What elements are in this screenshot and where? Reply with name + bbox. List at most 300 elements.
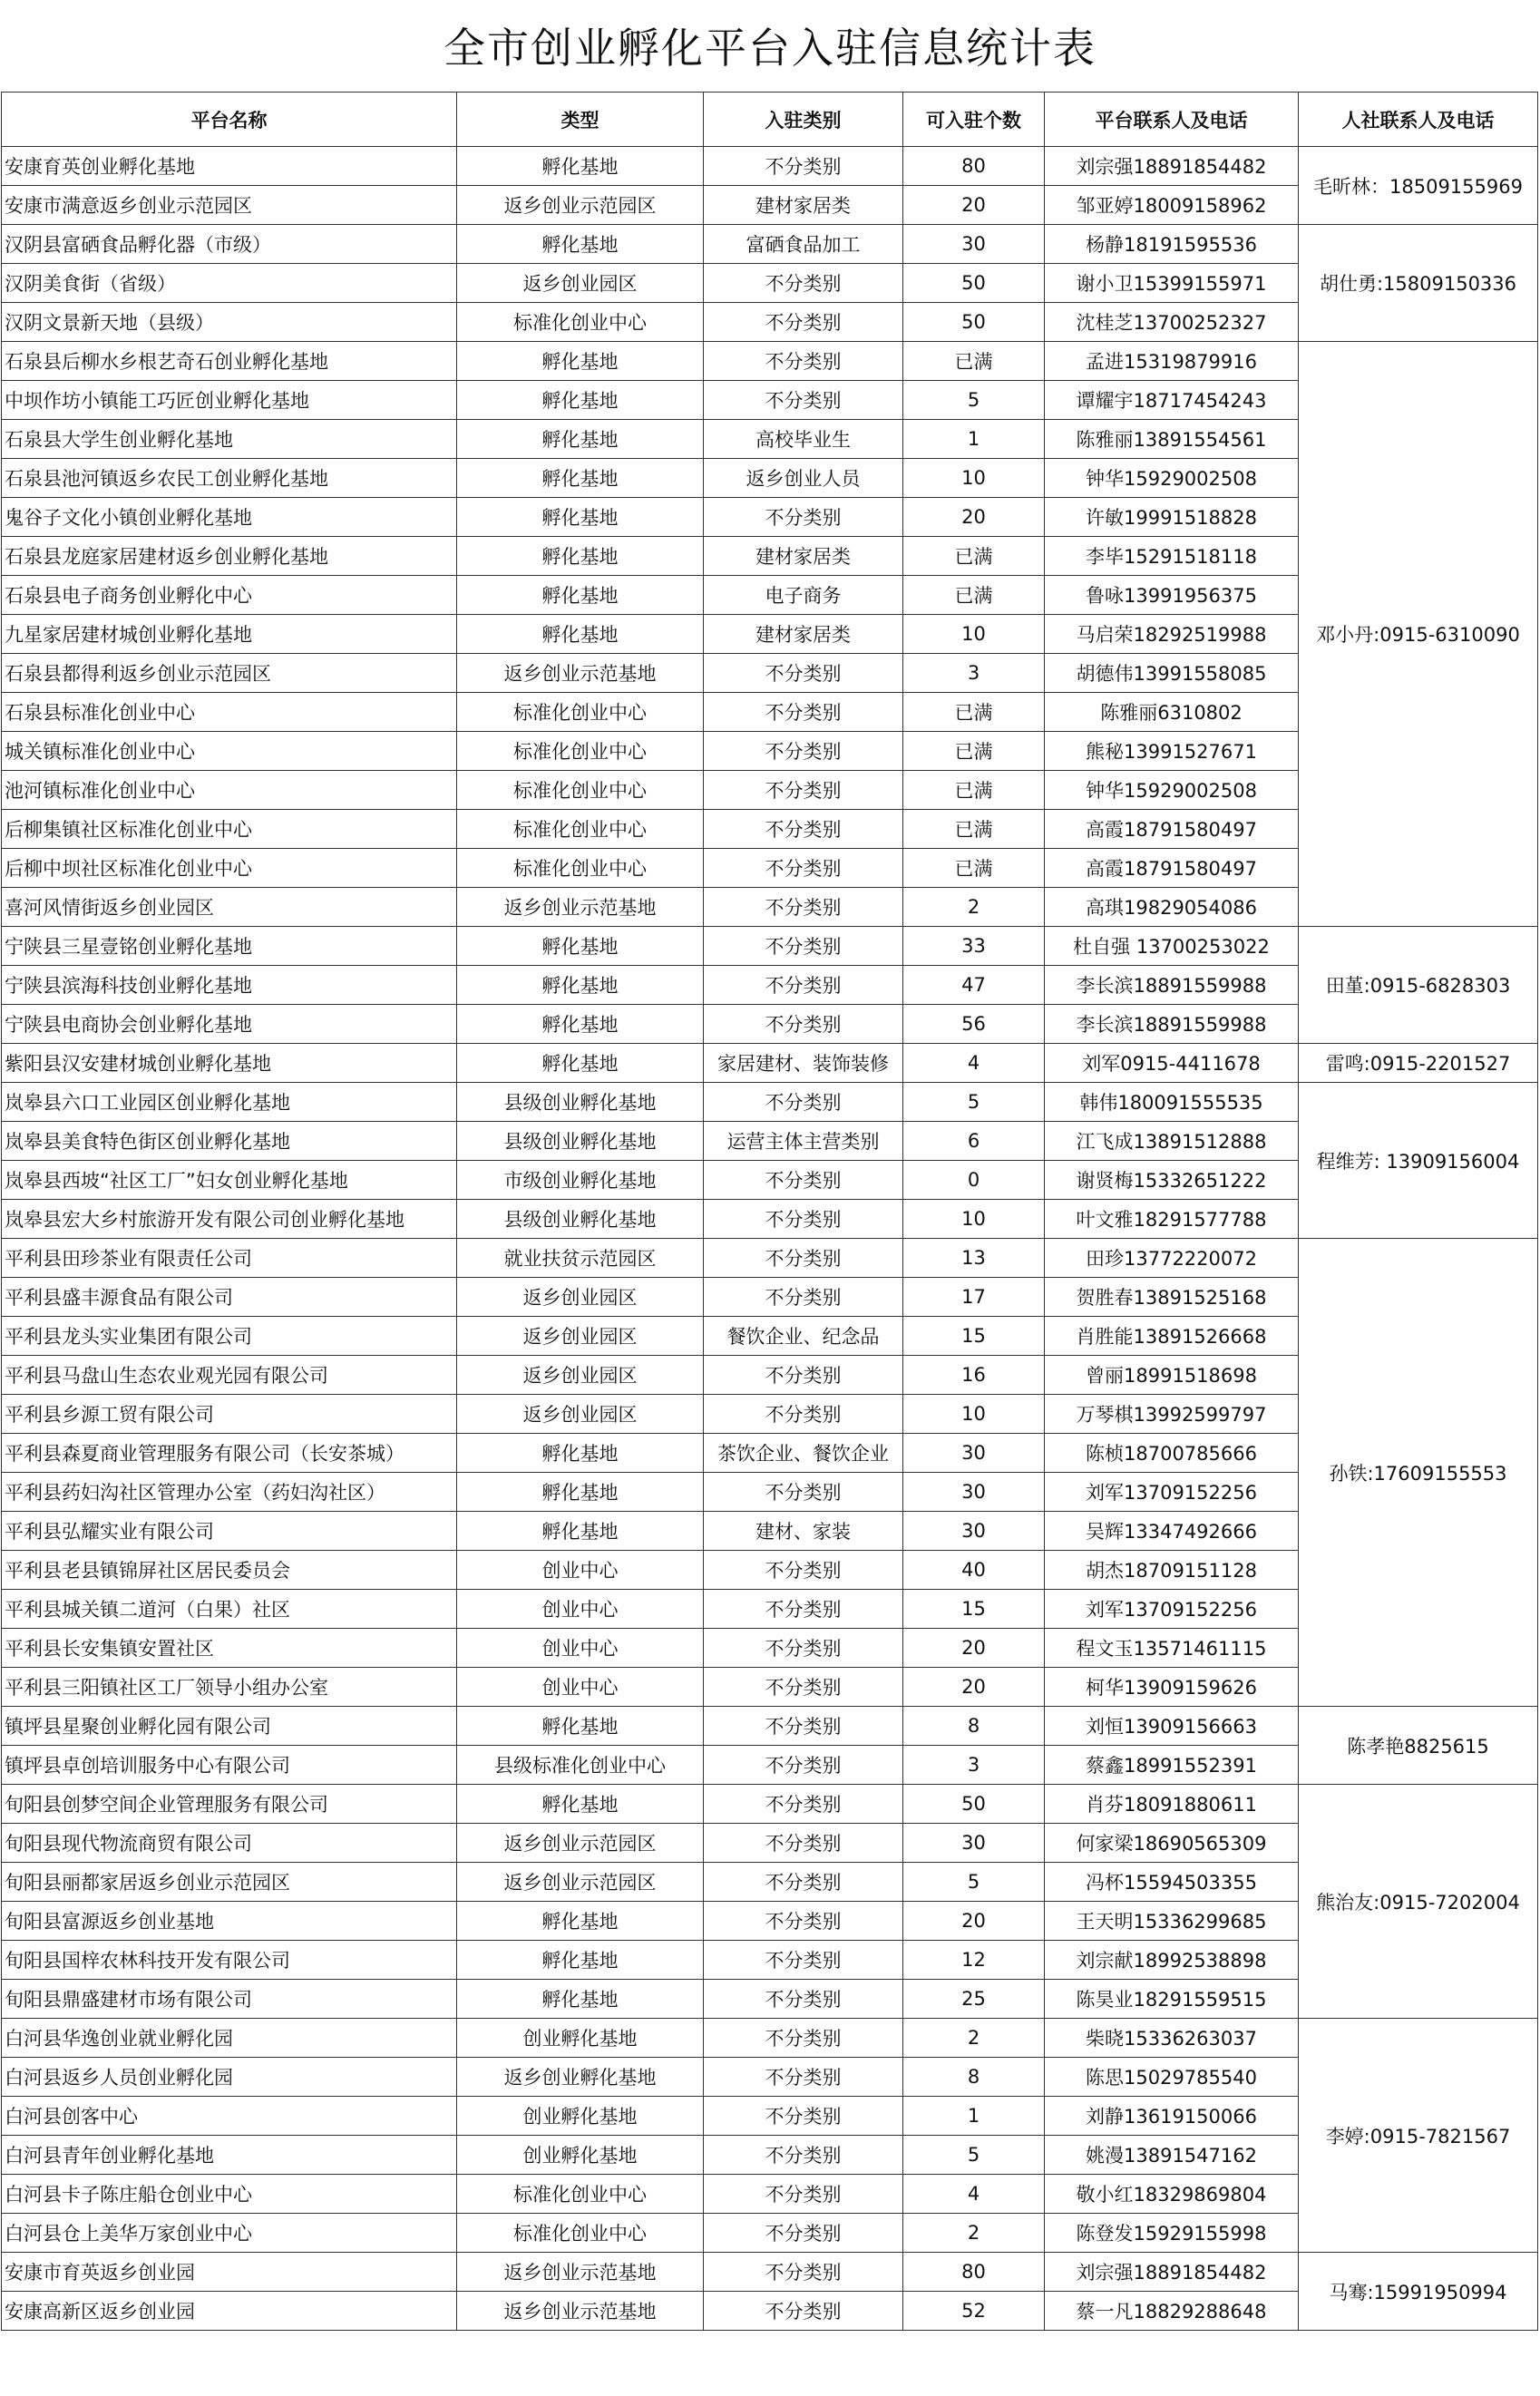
category-cell: 不分类别: [704, 693, 903, 732]
capacity-cell: 20: [903, 1668, 1045, 1707]
category-cell: 不分类别: [704, 1278, 903, 1317]
table-body: [2, 147, 1538, 2331]
platform-contact-cell: 柴晓15336263037: [1045, 2019, 1299, 2058]
platform-name-cell: 岚皋县美食特色街区创业孵化基地: [2, 1122, 457, 1161]
platform-contact-cell: 胡杰18709151128: [1045, 1551, 1299, 1590]
hr-contact-cell: 程维芳: 13909156004: [1299, 1083, 1538, 1239]
platform-name-cell: 汉阴文景新天地（县级）: [2, 303, 457, 342]
platform-name-cell: 中坝作坊小镇能工巧匠创业孵化基地: [2, 381, 457, 420]
platform-contact-cell: 谢贤梅15332651222: [1045, 1161, 1299, 1200]
platform-name-cell: 城关镇标准化创业中心: [2, 732, 457, 771]
type-cell: 孵化基地: [457, 459, 704, 498]
hr-contact-cell: 雷鸣:0915-2201527: [1299, 1044, 1538, 1083]
category-cell: 返乡创业人员: [704, 459, 903, 498]
capacity-cell: 10: [903, 615, 1045, 654]
platform-name-cell: 石泉县池河镇返乡农民工创业孵化基地: [2, 459, 457, 498]
hr-contact-cell: 李婷:0915-7821567: [1299, 2019, 1538, 2253]
header-capacity: 可入驻个数: [903, 93, 1045, 147]
platform-contact-cell: 刘军13709152256: [1045, 1590, 1299, 1629]
type-cell: 孵化基地: [457, 1902, 704, 1941]
platform-name-cell: 喜河风情街返乡创业园区: [2, 888, 457, 927]
platform-contact-cell: 肖芬18091880611: [1045, 1785, 1299, 1824]
platform-name-cell: 石泉县大学生创业孵化基地: [2, 420, 457, 459]
header-hr-contact: 人社联系人及电话: [1299, 93, 1538, 147]
type-cell: 创业中心: [457, 1629, 704, 1668]
type-cell: 县级创业孵化基地: [457, 1083, 704, 1122]
header-category: 入驻类别: [704, 93, 903, 147]
type-cell: 返乡创业园区: [457, 1356, 704, 1395]
stats-table: [1, 92, 1538, 2331]
platform-name-cell: 紫阳县汉安建材城创业孵化基地: [2, 1044, 457, 1083]
category-cell: 不分类别: [704, 2058, 903, 2097]
capacity-cell: 13: [903, 1239, 1045, 1278]
capacity-cell: 33: [903, 927, 1045, 966]
category-cell: 不分类别: [704, 2292, 903, 2331]
category-cell: 不分类别: [704, 2136, 903, 2175]
category-cell: 不分类别: [704, 1356, 903, 1395]
type-cell: 创业孵化基地: [457, 2097, 704, 2136]
category-cell: 不分类别: [704, 147, 903, 186]
capacity-cell: 6: [903, 1122, 1045, 1161]
type-cell: 孵化基地: [457, 381, 704, 420]
type-cell: 标准化创业中心: [457, 303, 704, 342]
hr-contact-cell: 邓小丹:0915-6310090: [1299, 342, 1538, 927]
capacity-cell: 12: [903, 1941, 1045, 1980]
capacity-cell: 已满: [903, 810, 1045, 849]
platform-contact-cell: 孟进15319879916: [1045, 342, 1299, 381]
category-cell: 建材、家装: [704, 1512, 903, 1551]
platform-name-cell: 后柳集镇社区标准化创业中心: [2, 810, 457, 849]
type-cell: 创业中心: [457, 1668, 704, 1707]
type-cell: 创业中心: [457, 1590, 704, 1629]
platform-contact-cell: 蔡鑫18991552391: [1045, 1746, 1299, 1785]
type-cell: 标准化创业中心: [457, 810, 704, 849]
type-cell: 返乡创业孵化基地: [457, 2058, 704, 2097]
hr-contact-cell: 田堇:0915-6828303: [1299, 927, 1538, 1044]
type-cell: 返乡创业园区: [457, 1317, 704, 1356]
platform-contact-cell: 李长滨18891559988: [1045, 1005, 1299, 1044]
table-row: [2, 1707, 1538, 1746]
platform-name-cell: 白河县青年创业孵化基地: [2, 2136, 457, 2175]
platform-name-cell: 宁陕县滨海科技创业孵化基地: [2, 966, 457, 1005]
category-cell: 不分类别: [704, 303, 903, 342]
type-cell: 返乡创业示范基地: [457, 888, 704, 927]
platform-name-cell: 白河县仓上美华万家创业中心: [2, 2214, 457, 2253]
category-cell: 不分类别: [704, 810, 903, 849]
platform-contact-cell: 谭耀宇18717454243: [1045, 381, 1299, 420]
capacity-cell: 80: [903, 147, 1045, 186]
platform-name-cell: 平利县森夏商业管理服务有限公司（长安茶城）: [2, 1434, 457, 1473]
category-cell: 不分类别: [704, 888, 903, 927]
category-cell: 不分类别: [704, 1668, 903, 1707]
category-cell: 建材家居类: [704, 537, 903, 576]
platform-contact-cell: 钟华15929002508: [1045, 771, 1299, 810]
capacity-cell: 47: [903, 966, 1045, 1005]
platform-contact-cell: 李毕15291518118: [1045, 537, 1299, 576]
category-cell: 不分类别: [704, 381, 903, 420]
platform-name-cell: 旬阳县国梓农林科技开发有限公司: [2, 1941, 457, 1980]
capacity-cell: 40: [903, 1551, 1045, 1590]
capacity-cell: 8: [903, 2058, 1045, 2097]
platform-name-cell: 安康市育英返乡创业园: [2, 2253, 457, 2292]
capacity-cell: 1: [903, 2097, 1045, 2136]
type-cell: 返乡创业园区: [457, 1278, 704, 1317]
capacity-cell: 5: [903, 1863, 1045, 1902]
category-cell: 不分类别: [704, 771, 903, 810]
type-cell: 孵化基地: [457, 498, 704, 537]
platform-contact-cell: 谢小卫15399155971: [1045, 264, 1299, 303]
platform-name-cell: 平利县药妇沟社区管理办公室（药妇沟社区）: [2, 1473, 457, 1512]
type-cell: 标准化创业中心: [457, 771, 704, 810]
type-cell: 创业中心: [457, 1551, 704, 1590]
category-cell: 不分类别: [704, 1083, 903, 1122]
platform-name-cell: 旬阳县创梦空间企业管理服务有限公司: [2, 1785, 457, 1824]
capacity-cell: 20: [903, 498, 1045, 537]
platform-contact-cell: 王天明15336299685: [1045, 1902, 1299, 1941]
capacity-cell: 10: [903, 459, 1045, 498]
capacity-cell: 25: [903, 1980, 1045, 2019]
type-cell: 孵化基地: [457, 1785, 704, 1824]
platform-name-cell: 安康市满意返乡创业示范园区: [2, 186, 457, 225]
type-cell: 标准化创业中心: [457, 693, 704, 732]
type-cell: 孵化基地: [457, 1707, 704, 1746]
type-cell: 创业孵化基地: [457, 2019, 704, 2058]
category-cell: 不分类别: [704, 342, 903, 381]
hr-contact-cell: 陈孝艳8825615: [1299, 1707, 1538, 1785]
capacity-cell: 50: [903, 264, 1045, 303]
category-cell: 不分类别: [704, 2214, 903, 2253]
type-cell: 孵化基地: [457, 342, 704, 381]
capacity-cell: 10: [903, 1200, 1045, 1239]
capacity-cell: 20: [903, 186, 1045, 225]
platform-name-cell: 九星家居建材城创业孵化基地: [2, 615, 457, 654]
platform-name-cell: 池河镇标准化创业中心: [2, 771, 457, 810]
capacity-cell: 2: [903, 2019, 1045, 2058]
category-cell: 不分类别: [704, 927, 903, 966]
category-cell: 不分类别: [704, 966, 903, 1005]
platform-name-cell: 鬼谷子文化小镇创业孵化基地: [2, 498, 457, 537]
type-cell: 孵化基地: [457, 225, 704, 264]
capacity-cell: 5: [903, 2136, 1045, 2175]
category-cell: 不分类别: [704, 1863, 903, 1902]
category-cell: 不分类别: [704, 2175, 903, 2214]
type-cell: 就业扶贫示范园区: [457, 1239, 704, 1278]
platform-name-cell: 平利县城关镇二道河（白果）社区: [2, 1590, 457, 1629]
category-cell: 电子商务: [704, 576, 903, 615]
capacity-cell: 3: [903, 1746, 1045, 1785]
platform-contact-cell: 刘宗强18891854482: [1045, 2253, 1299, 2292]
platform-contact-cell: 曾丽18991518698: [1045, 1356, 1299, 1395]
platform-name-cell: 旬阳县鼎盛建材市场有限公司: [2, 1980, 457, 2019]
platform-name-cell: 白河县华逸创业就业孵化园: [2, 2019, 457, 2058]
type-cell: 孵化基地: [457, 1044, 704, 1083]
capacity-cell: 80: [903, 2253, 1045, 2292]
category-cell: 不分类别: [704, 849, 903, 888]
platform-name-cell: 平利县乡源工贸有限公司: [2, 1395, 457, 1434]
category-cell: 不分类别: [704, 264, 903, 303]
platform-name-cell: 平利县长安集镇安置社区: [2, 1629, 457, 1668]
platform-name-cell: 后柳中坝社区标准化创业中心: [2, 849, 457, 888]
platform-name-cell: 平利县马盘山生态农业观光园有限公司: [2, 1356, 457, 1395]
table-row: [2, 1044, 1538, 1083]
capacity-cell: 56: [903, 1005, 1045, 1044]
type-cell: 孵化基地: [457, 1434, 704, 1473]
type-cell: 标准化创业中心: [457, 732, 704, 771]
hr-contact-cell: 熊治友:0915-7202004: [1299, 1785, 1538, 2019]
platform-contact-cell: 高霞18791580497: [1045, 849, 1299, 888]
platform-contact-cell: 陈桢18700785666: [1045, 1434, 1299, 1473]
platform-name-cell: 岚皋县宏大乡村旅游开发有限公司创业孵化基地: [2, 1200, 457, 1239]
category-cell: 不分类别: [704, 1707, 903, 1746]
platform-contact-cell: 姚漫13891547162: [1045, 2136, 1299, 2175]
platform-contact-cell: 沈桂芝13700252327: [1045, 303, 1299, 342]
hr-contact-cell: 孙铁:17609155553: [1299, 1239, 1538, 1707]
hr-contact-cell: 毛昕林：18509155969: [1299, 147, 1538, 225]
category-cell: 不分类别: [704, 1239, 903, 1278]
category-cell: 不分类别: [704, 1629, 903, 1668]
capacity-cell: 已满: [903, 693, 1045, 732]
platform-contact-cell: 江飞成13891512888: [1045, 1122, 1299, 1161]
platform-contact-cell: 邹亚婷18009158962: [1045, 186, 1299, 225]
platform-name-cell: 宁陕县三星壹铭创业孵化基地: [2, 927, 457, 966]
category-cell: 不分类别: [704, 498, 903, 537]
platform-name-cell: 旬阳县现代物流商贸有限公司: [2, 1824, 457, 1863]
platform-contact-cell: 李长滨18891559988: [1045, 966, 1299, 1005]
capacity-cell: 4: [903, 2175, 1045, 2214]
capacity-cell: 50: [903, 1785, 1045, 1824]
platform-name-cell: 汉阴美食街（省级）: [2, 264, 457, 303]
capacity-cell: 20: [903, 1902, 1045, 1941]
category-cell: 不分类别: [704, 1473, 903, 1512]
table-row: [2, 225, 1538, 264]
platform-contact-cell: 田珍13772220072: [1045, 1239, 1299, 1278]
category-cell: 不分类别: [704, 1785, 903, 1824]
platform-name-cell: 平利县老县镇锦屏社区居民委员会: [2, 1551, 457, 1590]
platform-name-cell: 石泉县龙庭家居建材返乡创业孵化基地: [2, 537, 457, 576]
category-cell: 不分类别: [704, 1005, 903, 1044]
platform-contact-cell: 高琪19829054086: [1045, 888, 1299, 927]
platform-name-cell: 岚皋县西坡“社区工厂”妇女创业孵化基地: [2, 1161, 457, 1200]
capacity-cell: 已满: [903, 576, 1045, 615]
platform-contact-cell: 陈思15029785540: [1045, 2058, 1299, 2097]
table-row: [2, 1083, 1538, 1122]
category-cell: 不分类别: [704, 1395, 903, 1434]
platform-name-cell: 安康高新区返乡创业园: [2, 2292, 457, 2331]
type-cell: 县级创业孵化基地: [457, 1122, 704, 1161]
platform-contact-cell: 冯杯15594503355: [1045, 1863, 1299, 1902]
platform-contact-cell: 叶文雅18291577788: [1045, 1200, 1299, 1239]
platform-contact-cell: 陈昊业18291559515: [1045, 1980, 1299, 2019]
type-cell: 孵化基地: [457, 537, 704, 576]
category-cell: 餐饮企业、纪念品: [704, 1317, 903, 1356]
platform-name-cell: 镇坪县卓创培训服务中心有限公司: [2, 1746, 457, 1785]
capacity-cell: 已满: [903, 849, 1045, 888]
capacity-cell: 已满: [903, 342, 1045, 381]
type-cell: 孵化基地: [457, 420, 704, 459]
type-cell: 县级创业孵化基地: [457, 1200, 704, 1239]
hr-contact-cell: 胡仕勇:15809150336: [1299, 225, 1538, 342]
platform-name-cell: 旬阳县富源返乡创业基地: [2, 1902, 457, 1941]
platform-contact-cell: 陈登发15929155998: [1045, 2214, 1299, 2253]
platform-contact-cell: 贺胜春13891525168: [1045, 1278, 1299, 1317]
header-platform-name: 平台名称: [2, 93, 457, 147]
category-cell: 不分类别: [704, 1941, 903, 1980]
category-cell: 建材家居类: [704, 186, 903, 225]
capacity-cell: 1: [903, 420, 1045, 459]
platform-name-cell: 平利县弘耀实业有限公司: [2, 1512, 457, 1551]
platform-contact-cell: 吴辉13347492666: [1045, 1512, 1299, 1551]
capacity-cell: 2: [903, 888, 1045, 927]
type-cell: 孵化基地: [457, 966, 704, 1005]
platform-contact-cell: 刘军13709152256: [1045, 1473, 1299, 1512]
type-cell: 返乡创业示范基地: [457, 2253, 704, 2292]
category-cell: 不分类别: [704, 1161, 903, 1200]
capacity-cell: 17: [903, 1278, 1045, 1317]
platform-contact-cell: 钟华15929002508: [1045, 459, 1299, 498]
capacity-cell: 8: [903, 1707, 1045, 1746]
platform-name-cell: 白河县返乡人员创业孵化园: [2, 2058, 457, 2097]
hr-contact-cell: 马骞:15991950994: [1299, 2253, 1538, 2331]
platform-name-cell: 平利县田珍茶业有限责任公司: [2, 1239, 457, 1278]
capacity-cell: 已满: [903, 771, 1045, 810]
platform-contact-cell: 许敏19991518828: [1045, 498, 1299, 537]
capacity-cell: 30: [903, 1473, 1045, 1512]
type-cell: 返乡创业园区: [457, 264, 704, 303]
header-platform-contact: 平台联系人及电话: [1045, 93, 1299, 147]
capacity-cell: 3: [903, 654, 1045, 693]
platform-contact-cell: 杨静18191595536: [1045, 225, 1299, 264]
category-cell: 家居建材、装饰装修: [704, 1044, 903, 1083]
platform-name-cell: 白河县创客中心: [2, 2097, 457, 2136]
platform-contact-cell: 刘静13619150066: [1045, 2097, 1299, 2136]
platform-contact-cell: 刘宗献18992538898: [1045, 1941, 1299, 1980]
type-cell: 孵化基地: [457, 1473, 704, 1512]
platform-name-cell: 石泉县电子商务创业孵化中心: [2, 576, 457, 615]
type-cell: 返乡创业示范园区: [457, 186, 704, 225]
type-cell: 标准化创业中心: [457, 849, 704, 888]
table-row: [2, 2019, 1538, 2058]
type-cell: 孵化基地: [457, 1005, 704, 1044]
type-cell: 孵化基地: [457, 1512, 704, 1551]
platform-contact-cell: 刘军0915-4411678: [1045, 1044, 1299, 1083]
platform-name-cell: 平利县龙头实业集团有限公司: [2, 1317, 457, 1356]
category-cell: 不分类别: [704, 1551, 903, 1590]
platform-name-cell: 石泉县后柳水乡根艺奇石创业孵化基地: [2, 342, 457, 381]
platform-name-cell: 安康育英创业孵化基地: [2, 147, 457, 186]
type-cell: 返乡创业示范基地: [457, 2292, 704, 2331]
table-row: [2, 342, 1538, 381]
category-cell: 富硒食品加工: [704, 225, 903, 264]
platform-contact-cell: 熊秘13991527671: [1045, 732, 1299, 771]
platform-name-cell: 石泉县标准化创业中心: [2, 693, 457, 732]
platform-contact-cell: 肖胜能13891526668: [1045, 1317, 1299, 1356]
platform-name-cell: 汉阴县富硒食品孵化器（市级）: [2, 225, 457, 264]
category-cell: 建材家居类: [704, 615, 903, 654]
category-cell: 运营主体主营类别: [704, 1122, 903, 1161]
platform-name-cell: 岚皋县六口工业园区创业孵化基地: [2, 1083, 457, 1122]
platform-contact-cell: 鲁咏13991956375: [1045, 576, 1299, 615]
capacity-cell: 50: [903, 303, 1045, 342]
capacity-cell: 30: [903, 1434, 1045, 1473]
page-title: 全市创业孵化平台入驻信息统计表: [443, 24, 1097, 73]
platform-name-cell: 镇坪县星聚创业孵化园有限公司: [2, 1707, 457, 1746]
platform-contact-cell: 柯华13909159626: [1045, 1668, 1299, 1707]
category-cell: 不分类别: [704, 1746, 903, 1785]
capacity-cell: 15: [903, 1317, 1045, 1356]
table-row: [2, 1239, 1538, 1278]
platform-contact-cell: 蔡一凡18829288648: [1045, 2292, 1299, 2331]
platform-contact-cell: 何家梁18690565309: [1045, 1824, 1299, 1863]
category-cell: 不分类别: [704, 1980, 903, 2019]
category-cell: 不分类别: [704, 1200, 903, 1239]
type-cell: 孵化基地: [457, 615, 704, 654]
platform-name-cell: 石泉县都得利返乡创业示范园区: [2, 654, 457, 693]
category-cell: 不分类别: [704, 732, 903, 771]
platform-contact-cell: 程文玉13571461115: [1045, 1629, 1299, 1668]
capacity-cell: 20: [903, 1629, 1045, 1668]
capacity-cell: 52: [903, 2292, 1045, 2331]
category-cell: 不分类别: [704, 2253, 903, 2292]
category-cell: 不分类别: [704, 654, 903, 693]
capacity-cell: 30: [903, 1512, 1045, 1551]
platform-name-cell: 白河县卡子陈庄船仓创业中心: [2, 2175, 457, 2214]
platform-contact-cell: 马启荣18292519988: [1045, 615, 1299, 654]
category-cell: 不分类别: [704, 2019, 903, 2058]
platform-contact-cell: 陈雅丽6310802: [1045, 693, 1299, 732]
capacity-cell: 16: [903, 1356, 1045, 1395]
capacity-cell: 已满: [903, 732, 1045, 771]
platform-contact-cell: 杜自强 13700253022: [1045, 927, 1299, 966]
category-cell: 高校毕业生: [704, 420, 903, 459]
type-cell: 返乡创业园区: [457, 1395, 704, 1434]
type-cell: 孵化基地: [457, 927, 704, 966]
type-cell: 孵化基地: [457, 576, 704, 615]
platform-contact-cell: 陈雅丽13891554561: [1045, 420, 1299, 459]
type-cell: 返乡创业示范园区: [457, 1863, 704, 1902]
table-row: [2, 2253, 1538, 2292]
capacity-cell: 4: [903, 1044, 1045, 1083]
type-cell: 孵化基地: [457, 1941, 704, 1980]
platform-contact-cell: 敬小红18329869804: [1045, 2175, 1299, 2214]
platform-contact-cell: 刘恒13909156663: [1045, 1707, 1299, 1746]
type-cell: 创业孵化基地: [457, 2136, 704, 2175]
type-cell: 孵化基地: [457, 1980, 704, 2019]
header-row: [2, 93, 1538, 147]
capacity-cell: 2: [903, 2214, 1045, 2253]
platform-name-cell: 宁陕县电商协会创业孵化基地: [2, 1005, 457, 1044]
capacity-cell: 30: [903, 225, 1045, 264]
category-cell: 茶饮企业、餐饮企业: [704, 1434, 903, 1473]
platform-contact-cell: 韩伟18009155553​5: [1045, 1083, 1299, 1122]
capacity-cell: 已满: [903, 537, 1045, 576]
header-type: 类型: [457, 93, 704, 147]
type-cell: 返乡创业示范基地: [457, 654, 704, 693]
platform-contact-cell: 胡德伟13991558085: [1045, 654, 1299, 693]
type-cell: 孵化基地: [457, 147, 704, 186]
table-row: [2, 147, 1538, 186]
platform-name-cell: 旬阳县丽都家居返乡创业示范园区: [2, 1863, 457, 1902]
category-cell: 不分类别: [704, 1824, 903, 1863]
category-cell: 不分类别: [704, 1590, 903, 1629]
capacity-cell: 30: [903, 1824, 1045, 1863]
capacity-cell: 5: [903, 381, 1045, 420]
table-row: [2, 927, 1538, 966]
platform-contact-cell: 万琴棋13992599797: [1045, 1395, 1299, 1434]
capacity-cell: 5: [903, 1083, 1045, 1122]
platform-name-cell: 平利县三阳镇社区工厂领导小组办公室: [2, 1668, 457, 1707]
capacity-cell: 0: [903, 1161, 1045, 1200]
type-cell: 市级创业孵化基地: [457, 1161, 704, 1200]
